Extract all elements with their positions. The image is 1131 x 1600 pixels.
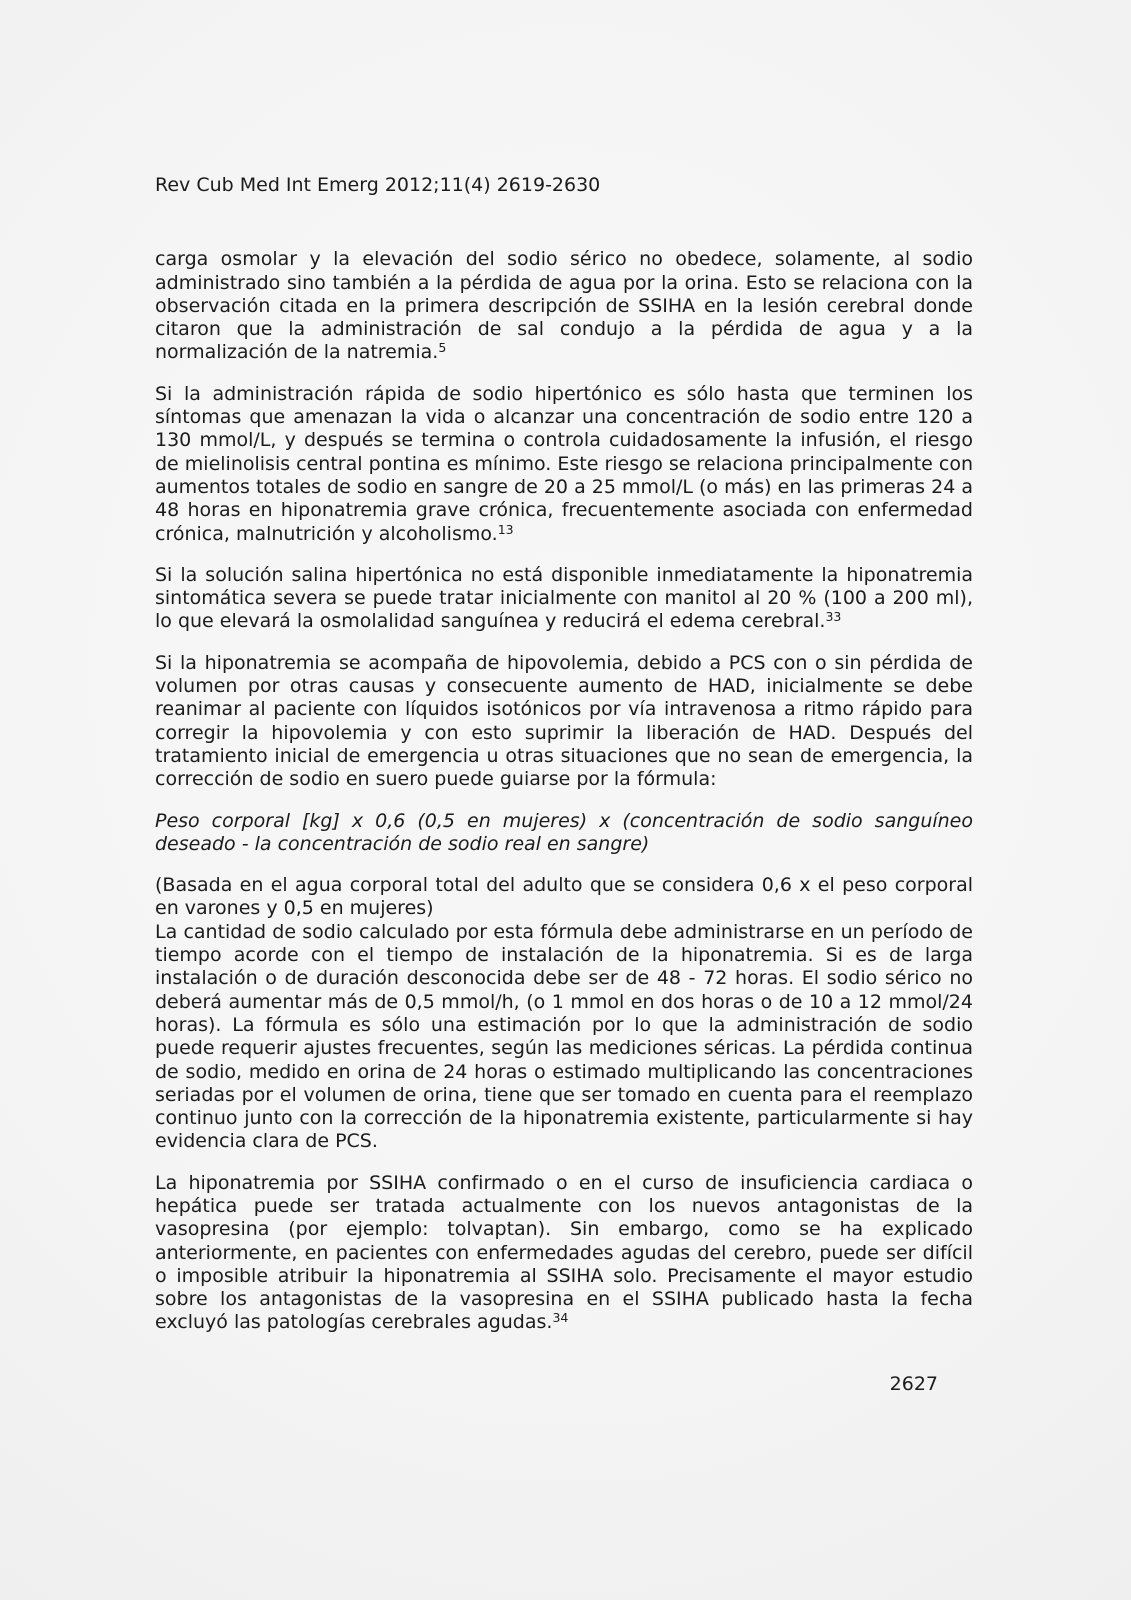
footnote-ref-33: 33 (825, 609, 842, 625)
paragraph-text: La hiponatremia por SSIHA confirmado o en el curso de insuficiencia cardiaca o hepática puede ser tratada actualmente con los nuevos antagonistas de la vasopresina (por ejemplo: tolvaptan). Sin embargo, como se ha explicado anteriormente, en pacientes con enfermedades agudas del cerebro, puede ser difícil o imposible atribuir la hiponatremia al SSIHA solo. Precisamente el mayor estudio sobre los antagonistas de la vasopresina en el SSIHA publicado hasta la fecha excluyó las patologías cerebrales agudas. (155, 1171, 973, 1334)
footnote-ref-5: 5 (438, 340, 447, 356)
formula-text: Peso corporal [kg] x 0,6 (0,5 en mujeres) x (concentración de sodio sanguíneo deseado - la concentración de sodio real en sangre) (155, 809, 973, 855)
paragraph-formula-basis (155, 874, 973, 921)
paragraph-sodium-amount-timing (155, 921, 973, 1154)
paragraph-osmolar-load (155, 248, 973, 364)
paragraph-text: carga osmolar y la elevación del sodio sérico no obedece, solamente, al sodio administrado sino también a la pérdida de agua por la orina. Esto se relaciona con la observación citada en la primera descripción de SSIHA en la lesión cerebral donde citaron que la administración de sal condujo a la pérdida de agua y a la normalización de la natremia. (155, 248, 973, 364)
paragraph-text: Si la administración rápida de sodio hipertónico es sólo hasta que terminen los síntomas que amenazan la vida o alcanzar una concentración de sodio entre 120 a 130 mmol/L, y después se termina o controla cuidadosamente la infusión, el riesgo de mielinolisis central pontina es mínimo. Este riesgo se relaciona principalmente con aumentos totales de sodio en sangre de 20 a 25 mmol/L (o más) en las primeras 24 a 48 horas en hiponatremia grave crónica, frecuentemente asociada con enfermedad crónica, malnutrición y alcoholismo. (155, 382, 973, 545)
text-column (155, 0, 973, 1396)
paragraph-rapid-sodium-administration (155, 383, 973, 546)
footnote-ref-34: 34 (552, 1310, 569, 1326)
paragraph-text: (Basada en el agua corporal total del adulto que se considera 0,6 x el peso corporal en varones y 0,5 en mujeres) (155, 874, 973, 920)
paragraph-text: Si la solución salina hipertónica no está disponible inmediatamente la hiponatremia sintomática severa se puede tratar inicialmente con manitol al 20 % (100 a 200 ml), lo que elevará la osmolalidad sanguínea y reducirá el edema cerebral. (155, 563, 973, 633)
paragraph-ssiha-vasopressin-antagonists (155, 1172, 973, 1335)
sodium-correction-formula (155, 810, 973, 857)
journal-citation-header: Rev Cub Med Int Emerg 2012;11(4) 2619-2630 (155, 174, 601, 196)
paragraph-hypovolemia-treatment (155, 652, 973, 792)
paragraph-manitol-alternative (155, 564, 973, 634)
paragraph-text: La cantidad de sodio calculado por esta fórmula debe administrarse en un período de tiempo acorde con el tiempo de instalación de la hiponatremia. Si es de larga instalación o de duración desconocida debe ser de 48 - 72 horas. El sodio sérico no deberá aumentar más de 0,5 mmol/h, (o 1 mmol en dos horas o de 10 a 12 mmol/24 horas). La fórmula es sólo una estimación por lo que la administración de sodio puede requerir ajustes frecuentes, según las mediciones séricas. La pérdida continua de sodio, medido en orina de 24 horas o estimado multiplicando las concentraciones seriadas por el volumen de orina, tiene que ser tomado en cuenta para el reemplazo continuo junto con la corrección de la hiponatremia existente, particularmente si hay evidencia clara de PCS. (155, 920, 973, 1153)
footnote-ref-13: 13 (497, 521, 514, 537)
page-number: 2627 (889, 1372, 938, 1395)
paragraph-text: Si la hiponatremia se acompaña de hipovolemia, debido a PCS con o sin pérdida de volumen por otras causas y consecuente aumento de HAD, inicialmente se debe reanimar al paciente con líquidos isotónicos por vía intravenosa a ritmo rápido para corregir la hipovolemia y con esto suprimir la liberación de HAD. Después del tratamiento inicial de emergencia u otras situaciones que no sean de emergencia, la corrección de sodio en suero puede guiarse por la fórmula: (155, 651, 973, 791)
